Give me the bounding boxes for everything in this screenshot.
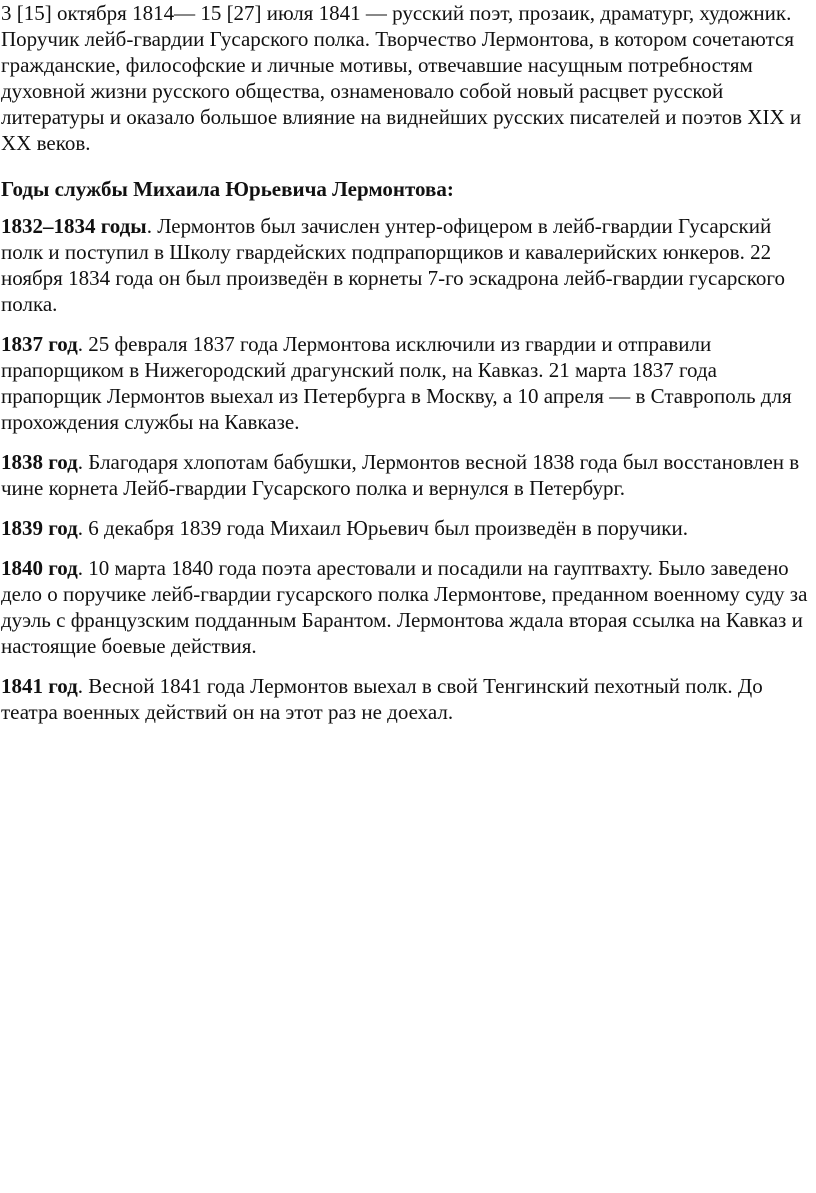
entry-text: . 6 декабря 1839 года Михаил Юрьевич был произведён в поручики.	[77, 516, 688, 540]
service-entry-1838	[1, 449, 810, 501]
section-heading: Годы службы Михаила Юрьевича Лермонтова:	[1, 177, 454, 201]
entry-year: 1837 год	[1, 332, 78, 356]
entry-year: 1839 год	[1, 516, 78, 540]
entry-text: . 25 февраля 1837 года Лермонтова исключили из гвардии и отправили прапорщиком в Нижегородский драгунский полк, на Кавказ. 21 марта 1837 года прапорщик Лермонтов выехал из Петербурга в Москву, а 10 апреля — в Ставрополь для прохождения службы на Кавказе.	[1, 332, 792, 434]
entry-year: 1840 год	[1, 556, 78, 580]
service-entry-1840	[1, 555, 810, 659]
service-entry-1832-1834	[1, 213, 810, 317]
service-entry-1839	[1, 515, 810, 541]
service-entry-1837	[1, 331, 810, 435]
entry-text: . 10 марта 1840 года поэта арестовали и посадили на гауптвахту. Было заведено дело о поручике лейб-гвардии гусарского полка Лермонтове, преданном военному суду за дуэль с французским подданным Барантом. Лермонтова ждала вторая ссылка на Кавказ и настоящие боевые действия.	[1, 556, 808, 658]
intro-paragraph: 3 [15] октября 1814— 15 [27] июля 1841 — русский поэт, прозаик, драматург, художник. Поручик лейб-гвардии Гусарского полка. Творчество Лермонтова, в котором сочетаются гражданские, философские и личные мотивы, отвечавшие насущным потребностям духовной жизни русского общества, ознаменовало собой новый расцвет русской литературы и оказало большое влияние на виднейших русских писателей и поэтов XIX и XX веков.	[1, 1, 802, 155]
entry-year: 1832–1834 годы	[1, 214, 147, 238]
entry-text: . Благодаря хлопотам бабушки, Лермонтов весной 1838 года был восстановлен в чине корнета Лейб-гвардии Гусарского полка и вернулся в Петербург.	[1, 450, 800, 500]
entry-year: 1841 год	[1, 674, 78, 698]
entry-year: 1838 год	[1, 450, 78, 474]
service-entry-1841	[1, 673, 810, 725]
entry-text: . Лермонтов был зачислен унтер-офицером в лейб-гвардии Гусарский полк и поступил в Школу гвардейских подпрапорщиков и кавалерийских юнкеров. 22 ноября 1834 года он был произведён в корнеты 7-го эскадрона лейб-гвардии гусарского полка.	[1, 214, 785, 316]
entry-text: . Весной 1841 года Лермонтов выехал в свой Тенгинский пехотный полк. До театра военных действий он на этот раз не доехал.	[1, 674, 763, 724]
